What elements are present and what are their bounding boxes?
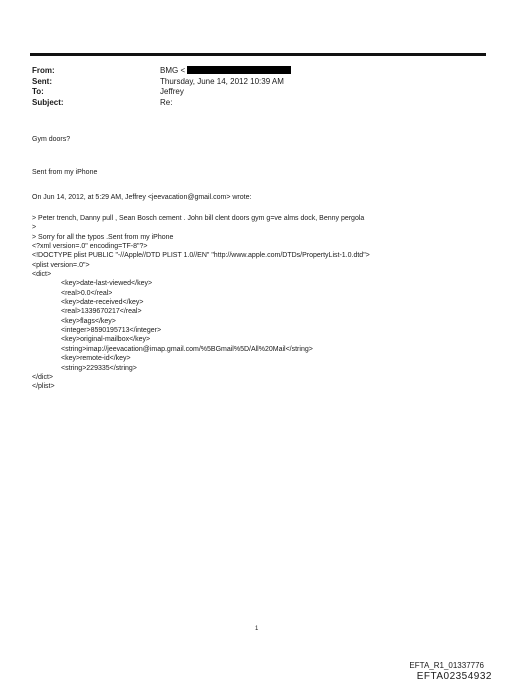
bates-stamp-small: EFTA_R1_01337776 — [409, 661, 484, 670]
dict-line: <key>flags</key> — [61, 317, 116, 325]
dict-line: <key>date-received</key> — [61, 299, 144, 307]
header-rule — [30, 53, 486, 56]
dict-line: <key>remote-id</key> — [61, 355, 131, 363]
quoted-line: <dict> — [32, 271, 52, 279]
sent-row — [32, 77, 472, 88]
message-body: Gym doors? — [32, 136, 71, 143]
sent-label: Sent: — [32, 76, 52, 86]
from-value — [160, 66, 472, 77]
dict-line: <real>1339670217</real> — [61, 308, 142, 316]
subject-value: Re: — [160, 97, 173, 107]
from-sender: BMG < — [160, 66, 186, 75]
quote-intro: On Jun 14, 2012, at 5:29 AM, Jeffrey <jeevacation@gmail.com> wrote: — [32, 194, 252, 201]
quoted-line: > — [32, 224, 37, 232]
subject-label: Subject: — [32, 97, 64, 107]
dict-line: <real>0.0</real> — [61, 289, 113, 297]
dict-line: <integer>8590195713</integer> — [61, 327, 162, 335]
from-row — [32, 66, 472, 77]
closing-line: </plist> — [32, 383, 55, 391]
quoted-line: <!DOCTYPE plist PUBLIC "-//Apple//DTD PLIST 1.0//EN" "http://www.apple.com/DTDs/PropertyList-1.0.dtd"> — [32, 252, 370, 260]
quoted-line: > Peter trench, Danny pull , Sean Bosch cement . John bill clent doors gym g=ve alms dock, Benny pergola — [32, 215, 365, 222]
dict-line: <key>original-mailbox</key> — [61, 336, 151, 344]
from-label: From: — [32, 66, 55, 75]
sent-value: Thursday, June 14, 2012 10:39 AM — [160, 76, 284, 86]
bates-stamp-large: EFTA02354932 — [416, 671, 492, 682]
quoted-content — [32, 214, 492, 392]
dict-line: <string>229335</string> — [61, 364, 137, 372]
to-label: To: — [32, 87, 44, 96]
page-number: 1 — [255, 626, 259, 632]
quoted-line: <?xml version=.0" encoding=TF-8"?> — [32, 243, 148, 251]
message-signature: Sent from my iPhone — [32, 169, 98, 176]
subject-row — [32, 98, 472, 109]
to-row — [32, 87, 472, 98]
quoted-line: > Sorry for all the typos .Sent from my iPhone — [32, 233, 174, 241]
closing-line: </dict> — [32, 373, 54, 381]
email-header — [32, 66, 472, 108]
quoted-line: <plist version=.0"> — [32, 261, 90, 269]
to-value: Jeffrey — [160, 87, 184, 96]
dict-line: <string>imap://jeevacation@imap.gmail.com/%5BGmail%5D/All%20Mail</string> — [61, 345, 313, 353]
redaction-bar — [187, 66, 291, 74]
dict-line: <key>date-last-viewed</key> — [61, 280, 153, 288]
